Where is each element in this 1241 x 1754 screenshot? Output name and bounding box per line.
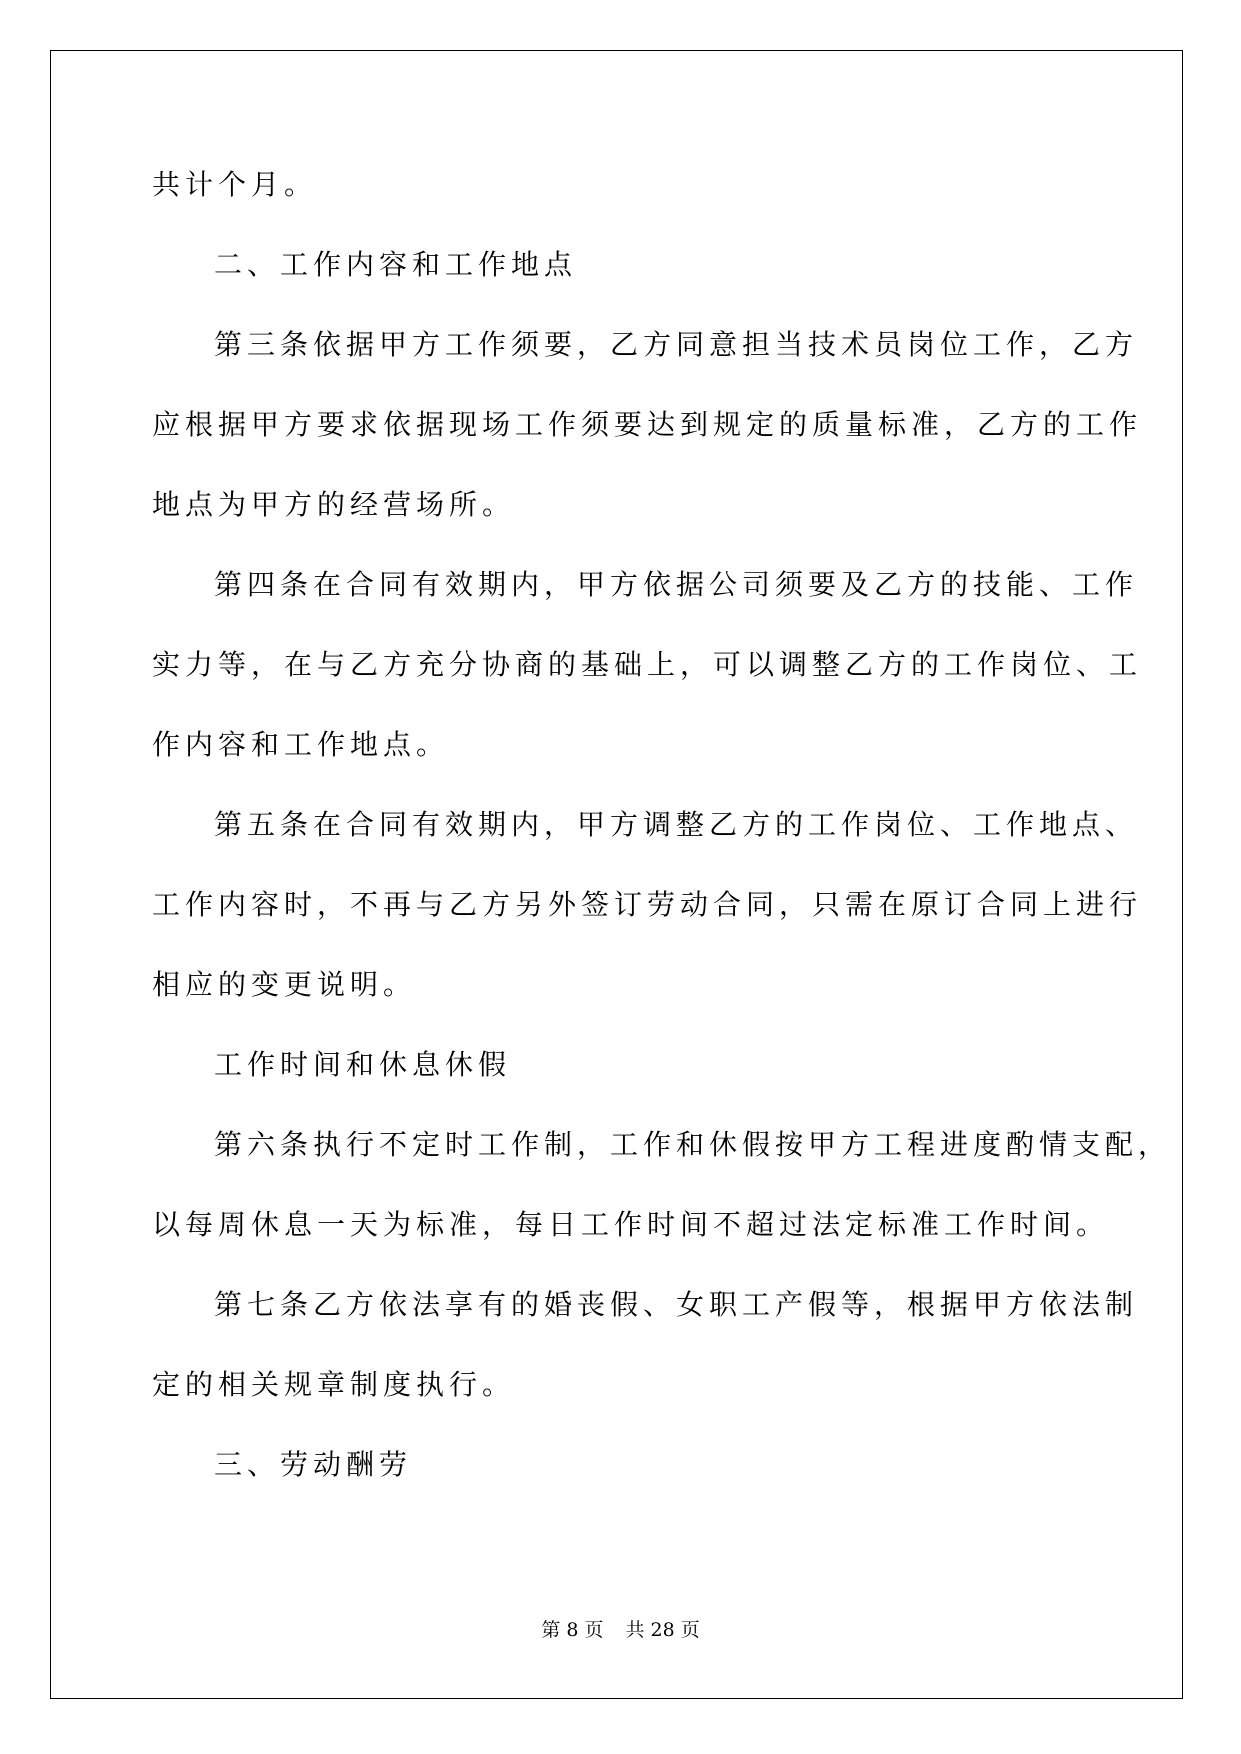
text-line: 应根据甲方要求依据现场工作须要达到规定的质量标准，乙方的工作 [152, 408, 1143, 441]
text-line: 第三条依据甲方工作须要，乙方同意担当技术员岗位工作，乙方 [214, 328, 1139, 361]
text-line: 共计个月。 [152, 168, 318, 201]
text-line: 实力等，在与乙方充分协商的基础上，可以调整乙方的工作岗位、工 [152, 648, 1143, 681]
section-heading: 工作时间和休息休假 [214, 1048, 512, 1081]
page-number: 第 8 页 [541, 1619, 604, 1641]
page-total: 共 28 页 [625, 1619, 700, 1641]
text-line: 第五条在合同有效期内，甲方调整乙方的工作岗位、工作地点、 [214, 808, 1139, 841]
page-footer [0, 1615, 1241, 1642]
text-line: 以每周休息一天为标准，每日工作时间不超过法定标准工作时间。 [152, 1208, 1110, 1241]
text-line: 第六条执行不定时工作制，工作和休假按甲方工程进度酌情支配， [214, 1128, 1172, 1161]
text-line: 第七条乙方依法享有的婚丧假、女职工产假等，根据甲方依法制 [214, 1288, 1139, 1321]
text-line: 定的相关规章制度执行。 [152, 1368, 516, 1401]
text-line: 地点为甲方的经营场所。 [152, 488, 516, 521]
section-heading: 三、劳动酬劳 [214, 1448, 413, 1481]
section-heading: 二、工作内容和工作地点 [214, 248, 578, 281]
text-line: 工作内容时，不再与乙方另外签订劳动合同，只需在原订合同上进行 [152, 888, 1143, 921]
text-line: 第四条在合同有效期内，甲方依据公司须要及乙方的技能、工作 [214, 568, 1139, 601]
text-line: 相应的变更说明。 [152, 968, 417, 1001]
text-line: 作内容和工作地点。 [152, 728, 450, 761]
